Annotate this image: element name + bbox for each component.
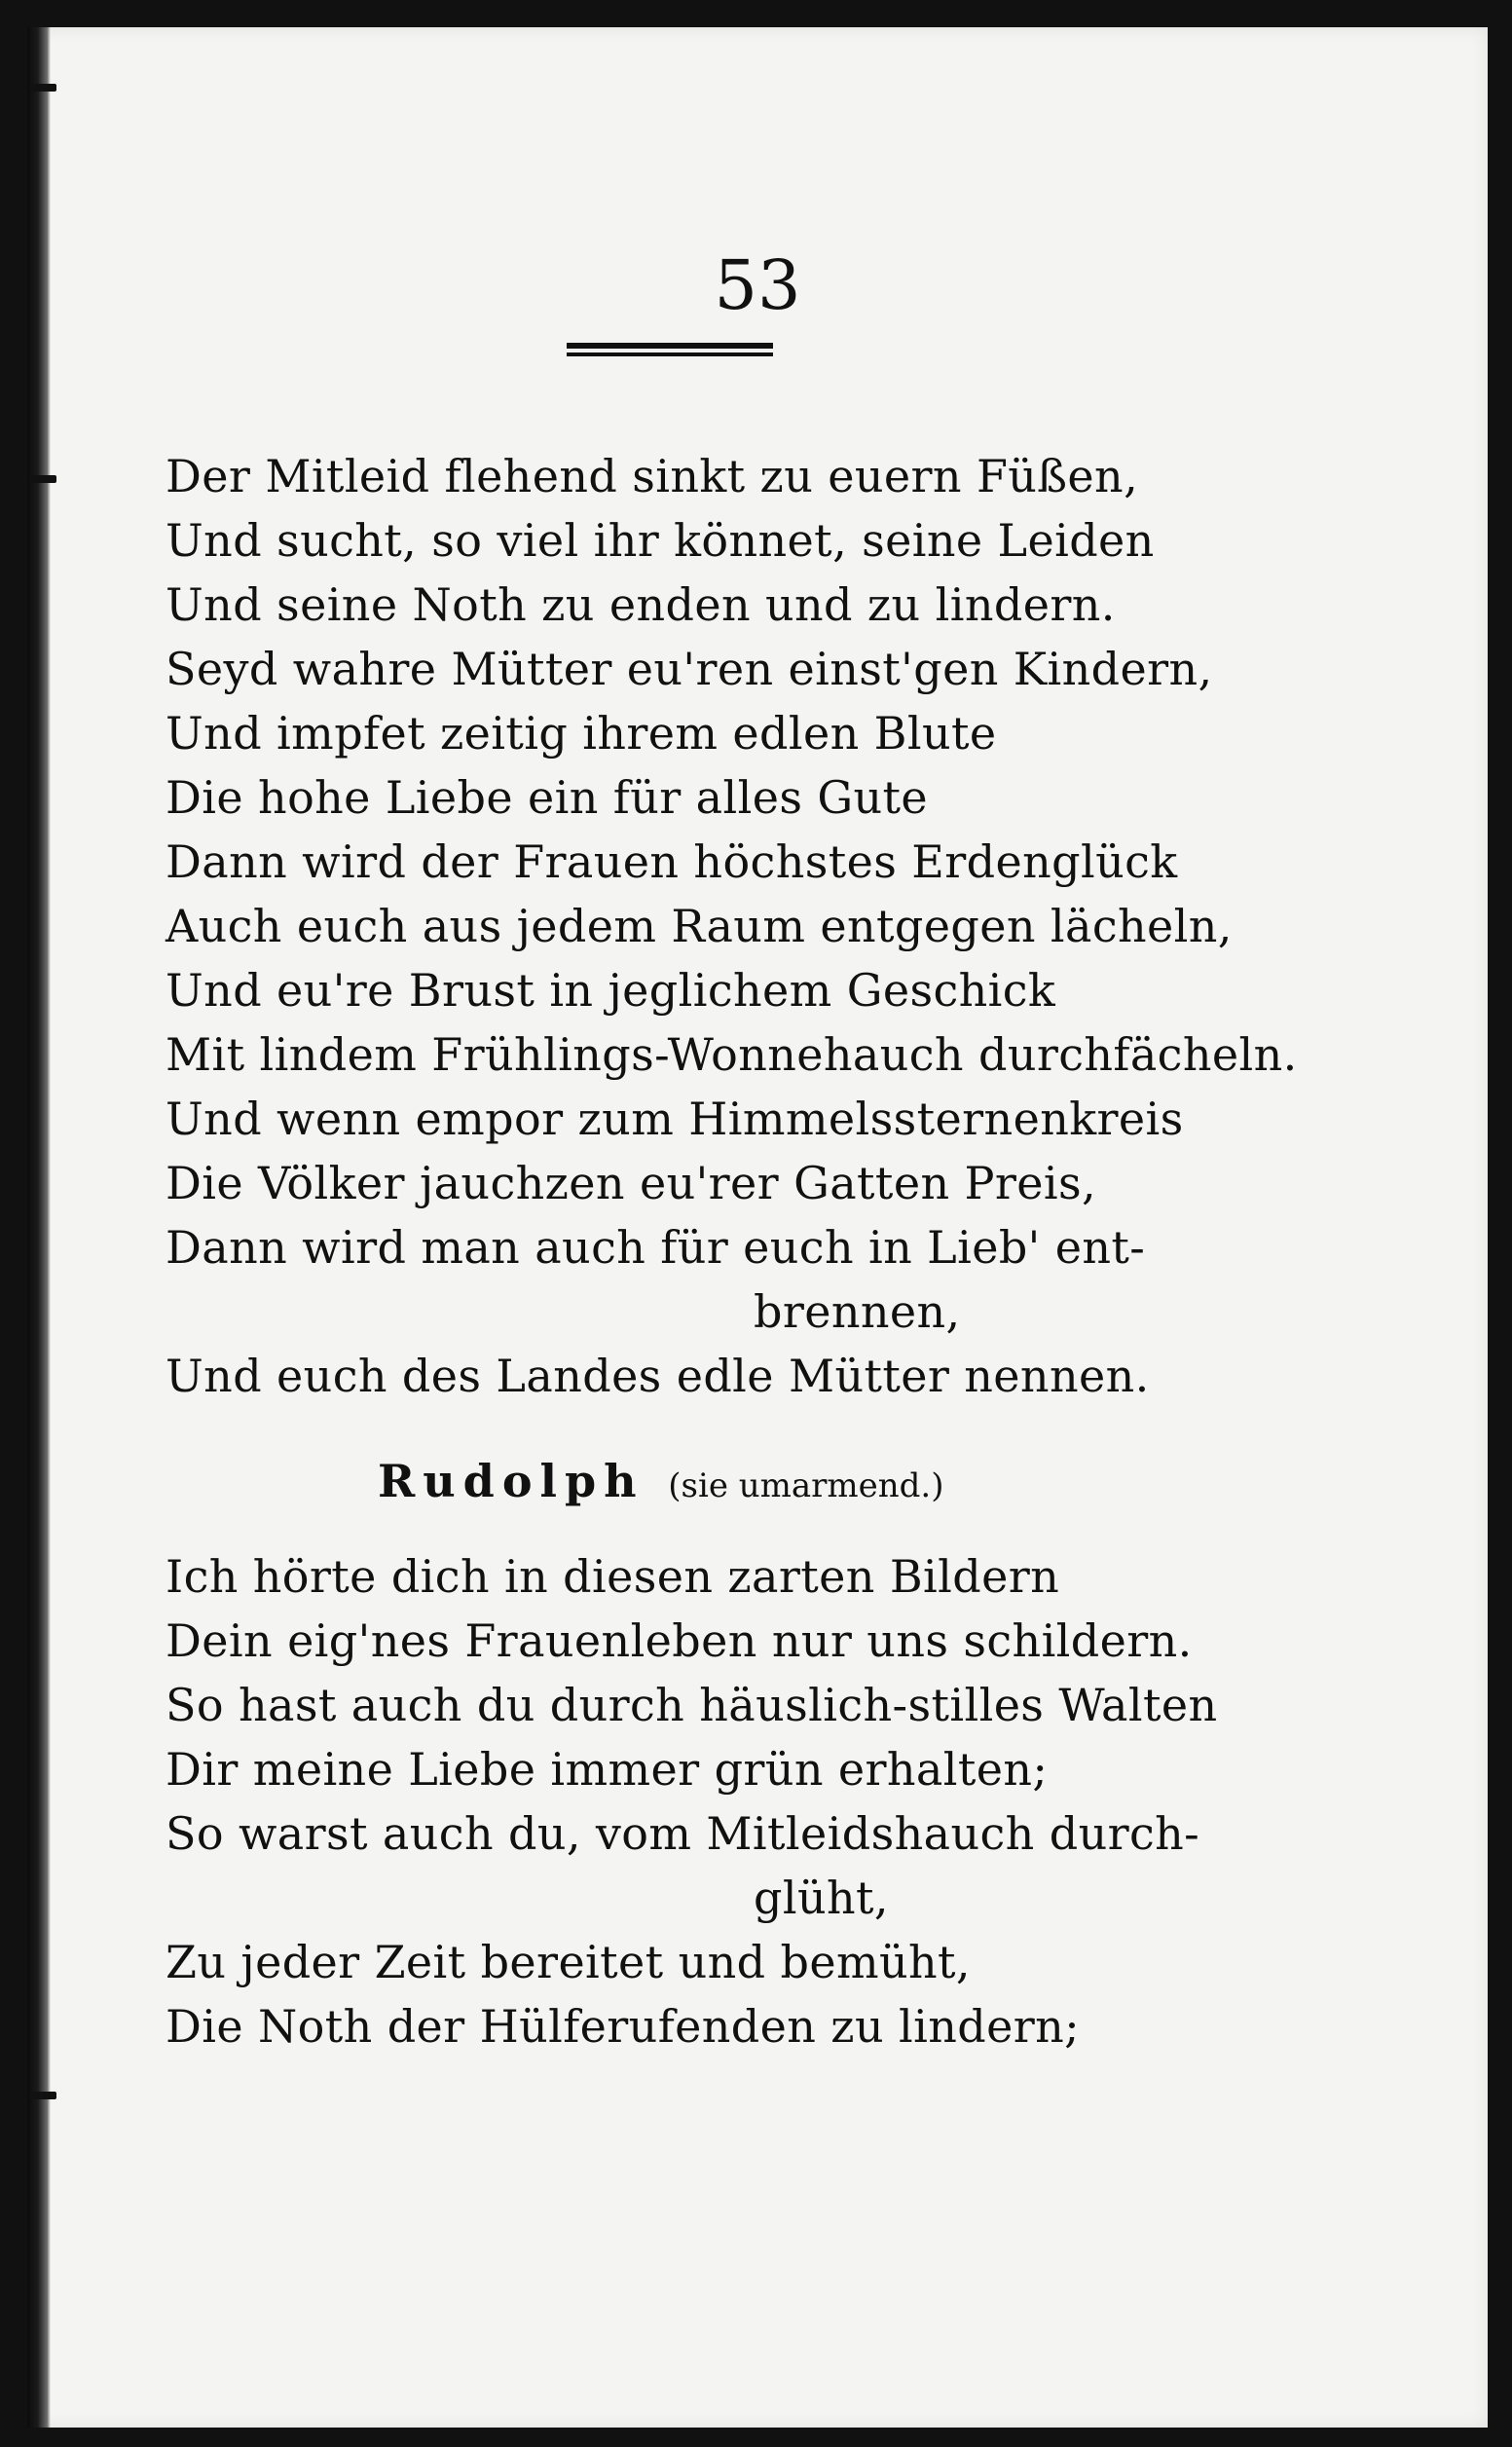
verse-line: Dein eig'nes Frauenleben nur uns schildern.: [166, 1614, 1193, 1667]
verse-line-continuation: glüht,: [754, 1872, 889, 1924]
speaker-heading: [378, 1449, 1118, 1518]
verse-line: Die Völker jauchzen eu'rer Gatten Preis,: [166, 1157, 1096, 1209]
verse-line: Mit lindem Frühlings-Wonnehauch durchfächeln.: [166, 1028, 1298, 1081]
verse-line: Und impfet zeitig ihrem edlen Blute: [166, 707, 997, 760]
poem-text: [27, 27, 1488, 2428]
verse-line: Und sucht, so viel ihr könnet, seine Leiden: [166, 514, 1155, 567]
verse-line: Und seine Noth zu enden und zu lindern.: [166, 578, 1116, 631]
book-page: [27, 27, 1488, 2428]
verse-line: Und eu're Brust in jeglichem Geschick: [166, 964, 1056, 1017]
speaker-name: Rudolph: [378, 1455, 645, 1507]
page-number: 53: [714, 245, 801, 325]
verse-line: Dir meine Liebe immer grün erhalten;: [166, 1743, 1049, 1796]
verse-line: Dann wird der Frauen höchstes Erdenglück: [166, 835, 1178, 888]
verse-line-continuation: brennen,: [754, 1285, 961, 1338]
verse-line: So hast auch du durch häuslich-stilles Walten: [166, 1679, 1218, 1731]
verse-line: Die hohe Liebe ein für alles Gute: [166, 771, 929, 824]
verse-line: Und euch des Landes edle Mütter nennen.: [166, 1350, 1150, 1402]
stage-direction: (sie umarmend.): [668, 1466, 944, 1505]
verse-line: Und wenn empor zum Himmelssternenkreis: [166, 1093, 1184, 1145]
verse-line: Seyd wahre Mütter eu'ren einst'gen Kindern,: [166, 643, 1213, 695]
verse-line: Ich hörte dich in diesen zarten Bildern: [166, 1550, 1060, 1603]
verse-line: So warst auch du, vom Mitleidshauch durch-: [166, 1807, 1200, 1860]
verse-line: Auch euch aus jedem Raum entgegen lächeln,: [166, 900, 1233, 952]
verse-line: Die Noth der Hülferufenden zu lindern;: [166, 2000, 1081, 2053]
verse-line: Zu jeder Zeit bereitet und bemüht,: [166, 1936, 971, 1988]
verse-line: Dann wird man auch für euch in Lieb' ent-: [166, 1221, 1146, 1274]
verse-line: Der Mitleid flehend sinkt zu euern Füßen,: [166, 450, 1139, 502]
